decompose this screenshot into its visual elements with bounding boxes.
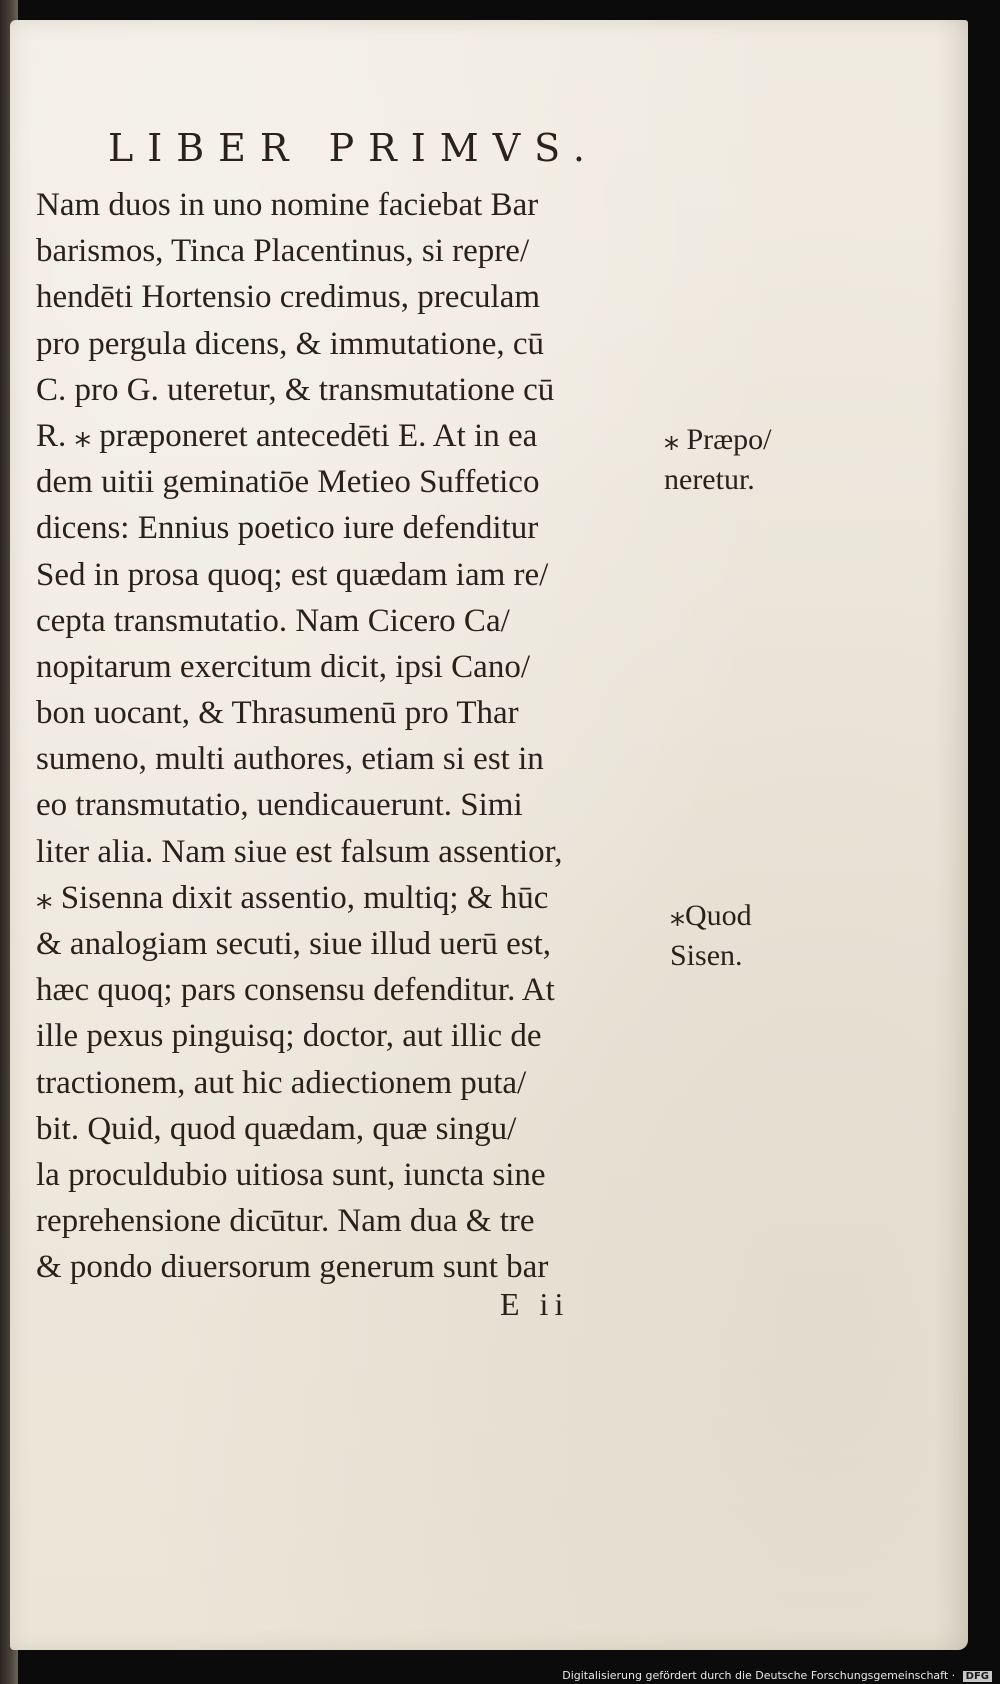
text-line: & pondo diuersorum generum sunt bar	[36, 1249, 549, 1286]
text-line: liter alia. Nam siue est falsum assentior,	[36, 833, 563, 870]
text-line: nopitarum exercitum dicit, ipsi Cano/	[36, 648, 530, 685]
text-line: sumeno, multi authores, etiam si est in	[36, 741, 544, 778]
marginal-note	[670, 896, 752, 976]
marginal-note-line: ⁎ Præpo/	[664, 423, 772, 456]
signature-mark: E ii	[500, 1286, 570, 1322]
text-line: ⁎ Sisenna dixit assentio, multiq; & hūc	[36, 879, 549, 916]
text-line: Nam duos in uno nomine faciebat Bar	[36, 187, 539, 223]
text-line: C. pro G. uteretur, & transmutatione cū	[36, 371, 555, 408]
text-line: la proculdubio uitiosa sunt, iuncta sine	[36, 1156, 546, 1193]
marginal-note	[664, 420, 772, 500]
marginal-note-line: ⁎Quod	[670, 899, 752, 932]
text-line: pro pergula dicens, & immutatione, cū	[36, 325, 545, 362]
text-line: dicens: Ennius poetico iure defenditur	[36, 510, 539, 547]
page-edge-shadow	[934, 20, 968, 1650]
credit-text: Digitalisierung gefördert durch die Deutsche Forschungsgemeinschaft ·	[562, 1669, 956, 1682]
text-line: bit. Quid, quod quædam, quæ singu/	[36, 1110, 517, 1147]
text-line: hæc quoq; pars consensu defenditur. At	[36, 972, 555, 1009]
text-line: dem uitii geminatiōe Metieo Suffetico	[36, 464, 540, 501]
text-line: tractionem, aut hic adiectionem puta/	[36, 1064, 527, 1101]
digitization-credit	[562, 1669, 992, 1682]
text-line: hendēti Hortensio credimus, preculam	[36, 279, 541, 316]
text-line: & analogiam secuti, siue illud uerū est,	[36, 926, 552, 962]
text-line: reprehensione dicūtur. Nam dua & tre	[36, 1203, 535, 1240]
dfg-logo: DFG	[963, 1671, 992, 1682]
text-line: barismos, Tinca Placentinus, si repre/	[36, 233, 530, 270]
running-head: LIBER PRIMVS.	[108, 126, 599, 170]
text-line: Sed in prosa quoq; est quædam iam re/	[36, 556, 549, 593]
text-line: ille pexus pinguisq; doctor, aut illic de	[36, 1018, 542, 1055]
text-line: cepta transmutatio. Nam Cicero Ca/	[36, 602, 510, 639]
marginal-note-line: Sisen.	[670, 939, 743, 972]
text-line: bon uocant, & Thrasumenū pro Thar	[36, 695, 519, 732]
body-text	[36, 182, 676, 1291]
text-line: R. ⁎ præponeret antecedēti E. At in ea	[36, 417, 538, 454]
text-line: eo transmutatio, uendicauerunt. Simi	[36, 787, 523, 824]
marginal-note-line: neretur.	[664, 463, 755, 496]
